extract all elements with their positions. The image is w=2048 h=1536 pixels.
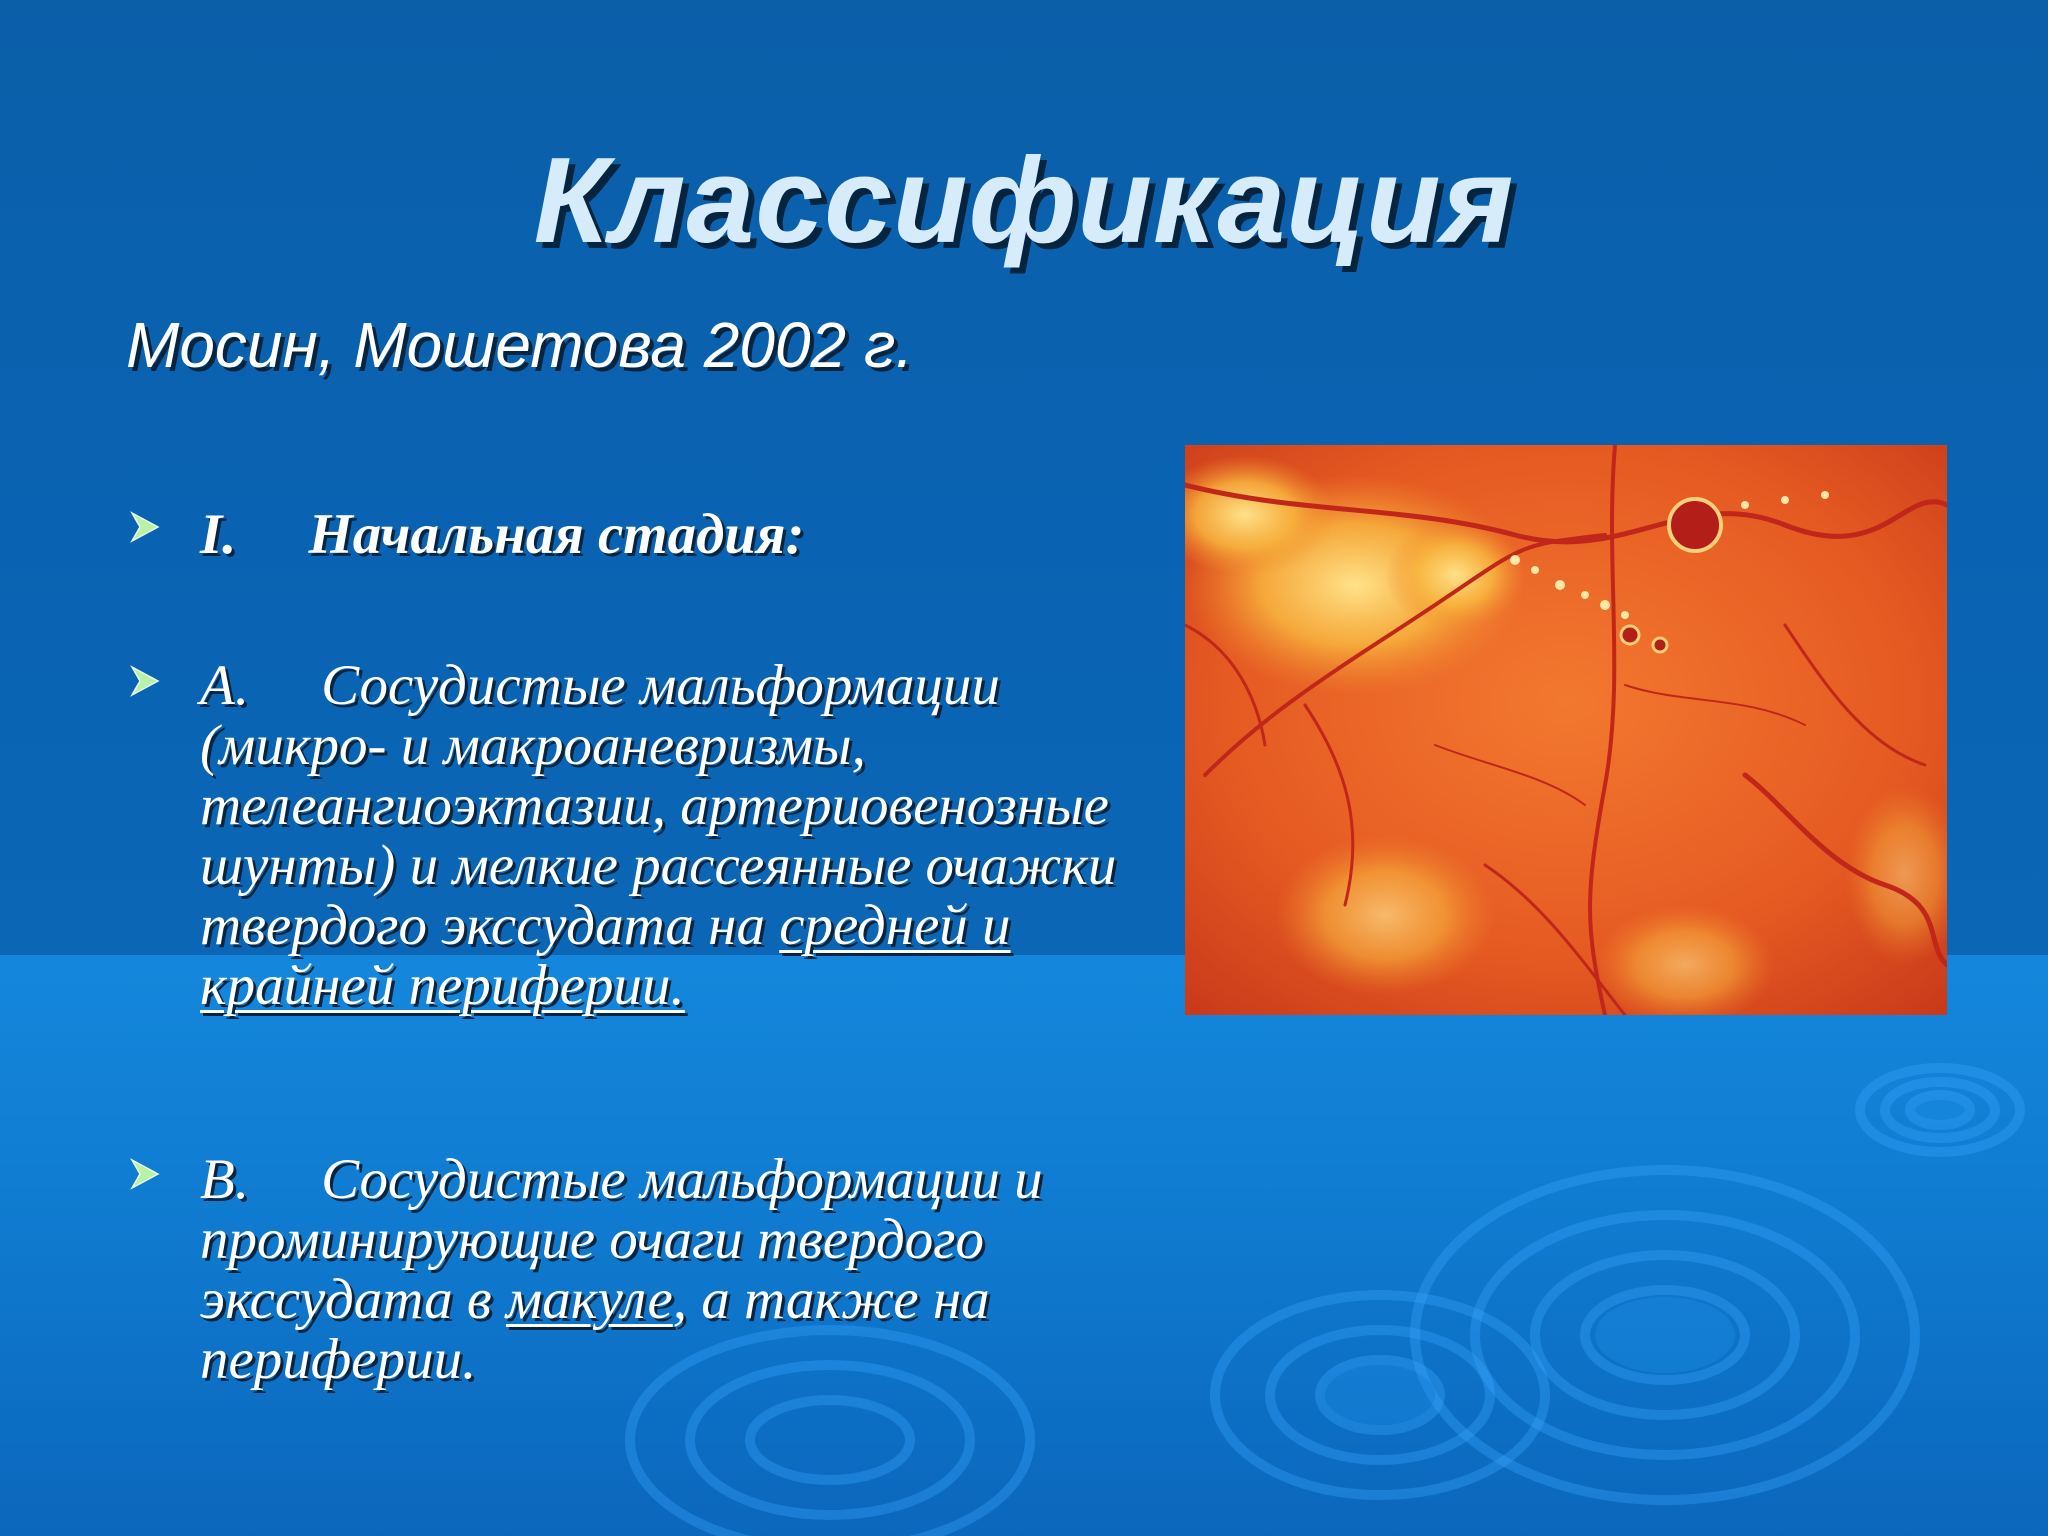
fundus-photo [1185,445,1947,1015]
list-item-b [200,1150,1180,1390]
item-text: Начальная стадия: [308,503,805,566]
item-text-underlined: макуле [505,1268,673,1331]
item-label: А. [200,654,250,717]
arrow-bullet-icon [128,510,162,544]
arrow-bullet-icon [128,1157,162,1191]
slide-subtitle: Мосин, Мошетова 2002 г. [126,309,914,381]
item-text-underlined: средней и крайней периферии. [200,894,1011,1017]
list-item-stage-1 [200,505,1180,565]
arrow-bullet-icon [128,664,162,698]
item-text-before: Сосудистые мальформации (микро- и макроаневризмы, телеангиоэктазии, артериовенозные шунты) и мелкие рассеянные очажки твердого экссудата на [200,654,1117,957]
item-text-before: Сосудистые мальформации и проминирующие очаги твердого экссудата в [200,1148,1043,1331]
list-item-a [200,656,1180,1016]
item-label: В. [200,1148,250,1211]
item-label: I. [200,503,237,566]
slide-title: Классификация [533,132,1515,268]
item-text-after: , а также на периферии. [200,1268,990,1391]
